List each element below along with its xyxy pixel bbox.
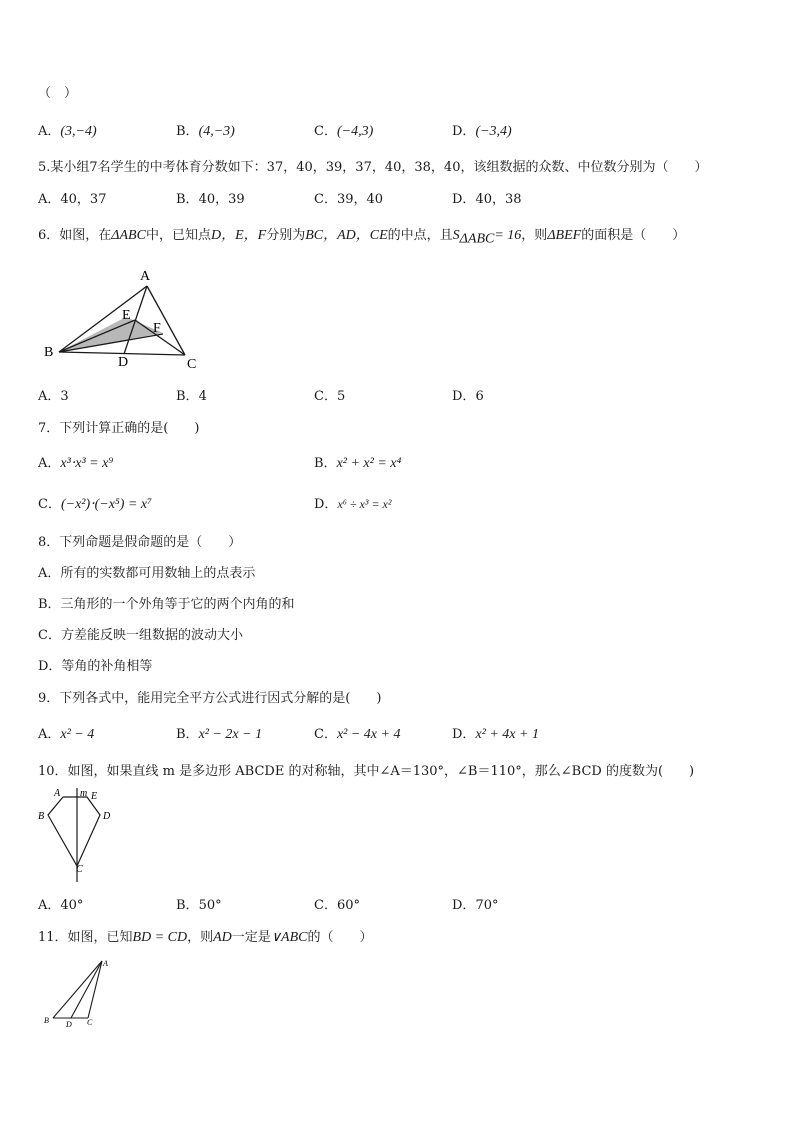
label-b: B bbox=[44, 1016, 49, 1025]
q10-option-a: A．40° bbox=[38, 898, 84, 913]
label-b: B bbox=[44, 345, 54, 360]
q5-option-a: A．40，37 bbox=[38, 192, 107, 207]
shaded-triangle-bef bbox=[59, 317, 163, 352]
q7-option-b: B．x² + x² = x⁴ bbox=[314, 456, 402, 471]
q9-stem: 9．下列各式中，能用完全平方公式进行因式分解的是( ) bbox=[38, 691, 382, 706]
q4-option-d: D．(−3,4) bbox=[452, 124, 512, 139]
q11-stem: 11．如图，已知BD = CD，则AD一定是∨ABC的（ ） bbox=[38, 930, 373, 945]
q6-option-c: C．5 bbox=[314, 389, 346, 404]
q10-option-b: B．50° bbox=[176, 898, 222, 913]
q4-option-a: A．(3,−4) bbox=[38, 124, 97, 139]
q6-triangle-figure bbox=[30, 262, 220, 372]
label-e: E bbox=[122, 308, 131, 323]
q6-stem: 6．如图，在ΔABC中，已知点D，E，F分别为BC，AD，CE的中点，且$S_{\Delta ABC}= 16$，则ΔBEF的面积是（ ） bbox=[38, 228, 686, 247]
q6-option-d: D．6 bbox=[452, 389, 484, 404]
q8-stem: 8．下列命题是假命题的是（ ） bbox=[38, 535, 242, 550]
q10-option-c: C．60° bbox=[314, 898, 360, 913]
q8-option-b: B．三角形的一个外角等于它的两个内角的和 bbox=[38, 597, 295, 612]
label-m: m bbox=[80, 788, 88, 799]
label-f: F bbox=[153, 321, 161, 336]
label-b: B bbox=[38, 811, 45, 822]
q9-option-b: B．x² − 2x − 1 bbox=[176, 727, 263, 742]
label-a: A bbox=[140, 269, 151, 284]
q5-stem: 5.某小组7名学生的中考体育分数如下：37，40，39，37，40，38，40，该组数据的众数、中位数分别为（ ） bbox=[38, 160, 708, 175]
q10-stem: 10．如图，如果直线 m 是多边形 ABCDE 的对称轴，其中∠A＝130°，∠B＝110°，那么∠BCD 的度数为( ) bbox=[38, 764, 695, 779]
q4-option-c: C．(−4,3) bbox=[314, 124, 374, 139]
q7-option-c: C．(−x²)⋅(−x⁵) = x⁷ bbox=[38, 497, 152, 512]
q11-triangle-figure bbox=[40, 955, 120, 1035]
label-c: C bbox=[76, 864, 83, 875]
label-e: E bbox=[91, 791, 98, 802]
q6-option-a: A．3 bbox=[38, 389, 69, 404]
q9-option-c: C．x² − 4x + 4 bbox=[314, 727, 401, 742]
label-c: C bbox=[187, 357, 197, 372]
label-d: D bbox=[66, 1020, 72, 1029]
q4-option-b: B．(4,−3) bbox=[176, 124, 235, 139]
q5-option-b: B．40，39 bbox=[176, 192, 245, 207]
q8-option-c: C．方差能反映一组数据的波动大小 bbox=[38, 628, 243, 643]
q9-option-a: A．x² − 4 bbox=[38, 727, 95, 742]
q4-paren: （ ） bbox=[38, 86, 78, 101]
q9-option-d: D．x² + 4x + 1 bbox=[452, 727, 539, 742]
label-c: C bbox=[87, 1018, 93, 1027]
label-d: D bbox=[103, 811, 111, 822]
q10-option-d: D．70° bbox=[452, 898, 499, 913]
label-a: A bbox=[54, 788, 61, 799]
q7-stem: 7．下列计算正确的是( ) bbox=[38, 421, 200, 436]
q6-option-b: B．4 bbox=[176, 389, 207, 404]
q5-option-c: C．39，40 bbox=[314, 192, 384, 207]
q8-option-a: A．所有的实数都可用数轴上的点表示 bbox=[38, 566, 256, 581]
label-a: A bbox=[103, 959, 108, 968]
q10-pentagon-figure bbox=[34, 786, 124, 886]
q7-option-d: D．x⁶ ÷ x³ = x² bbox=[314, 497, 392, 512]
label-d: D bbox=[118, 355, 129, 370]
q7-option-a: A．x³⋅x³ = x⁹ bbox=[38, 456, 114, 471]
q5-option-d: D．40，38 bbox=[452, 192, 522, 207]
q8-option-d: D．等角的补角相等 bbox=[38, 659, 153, 674]
